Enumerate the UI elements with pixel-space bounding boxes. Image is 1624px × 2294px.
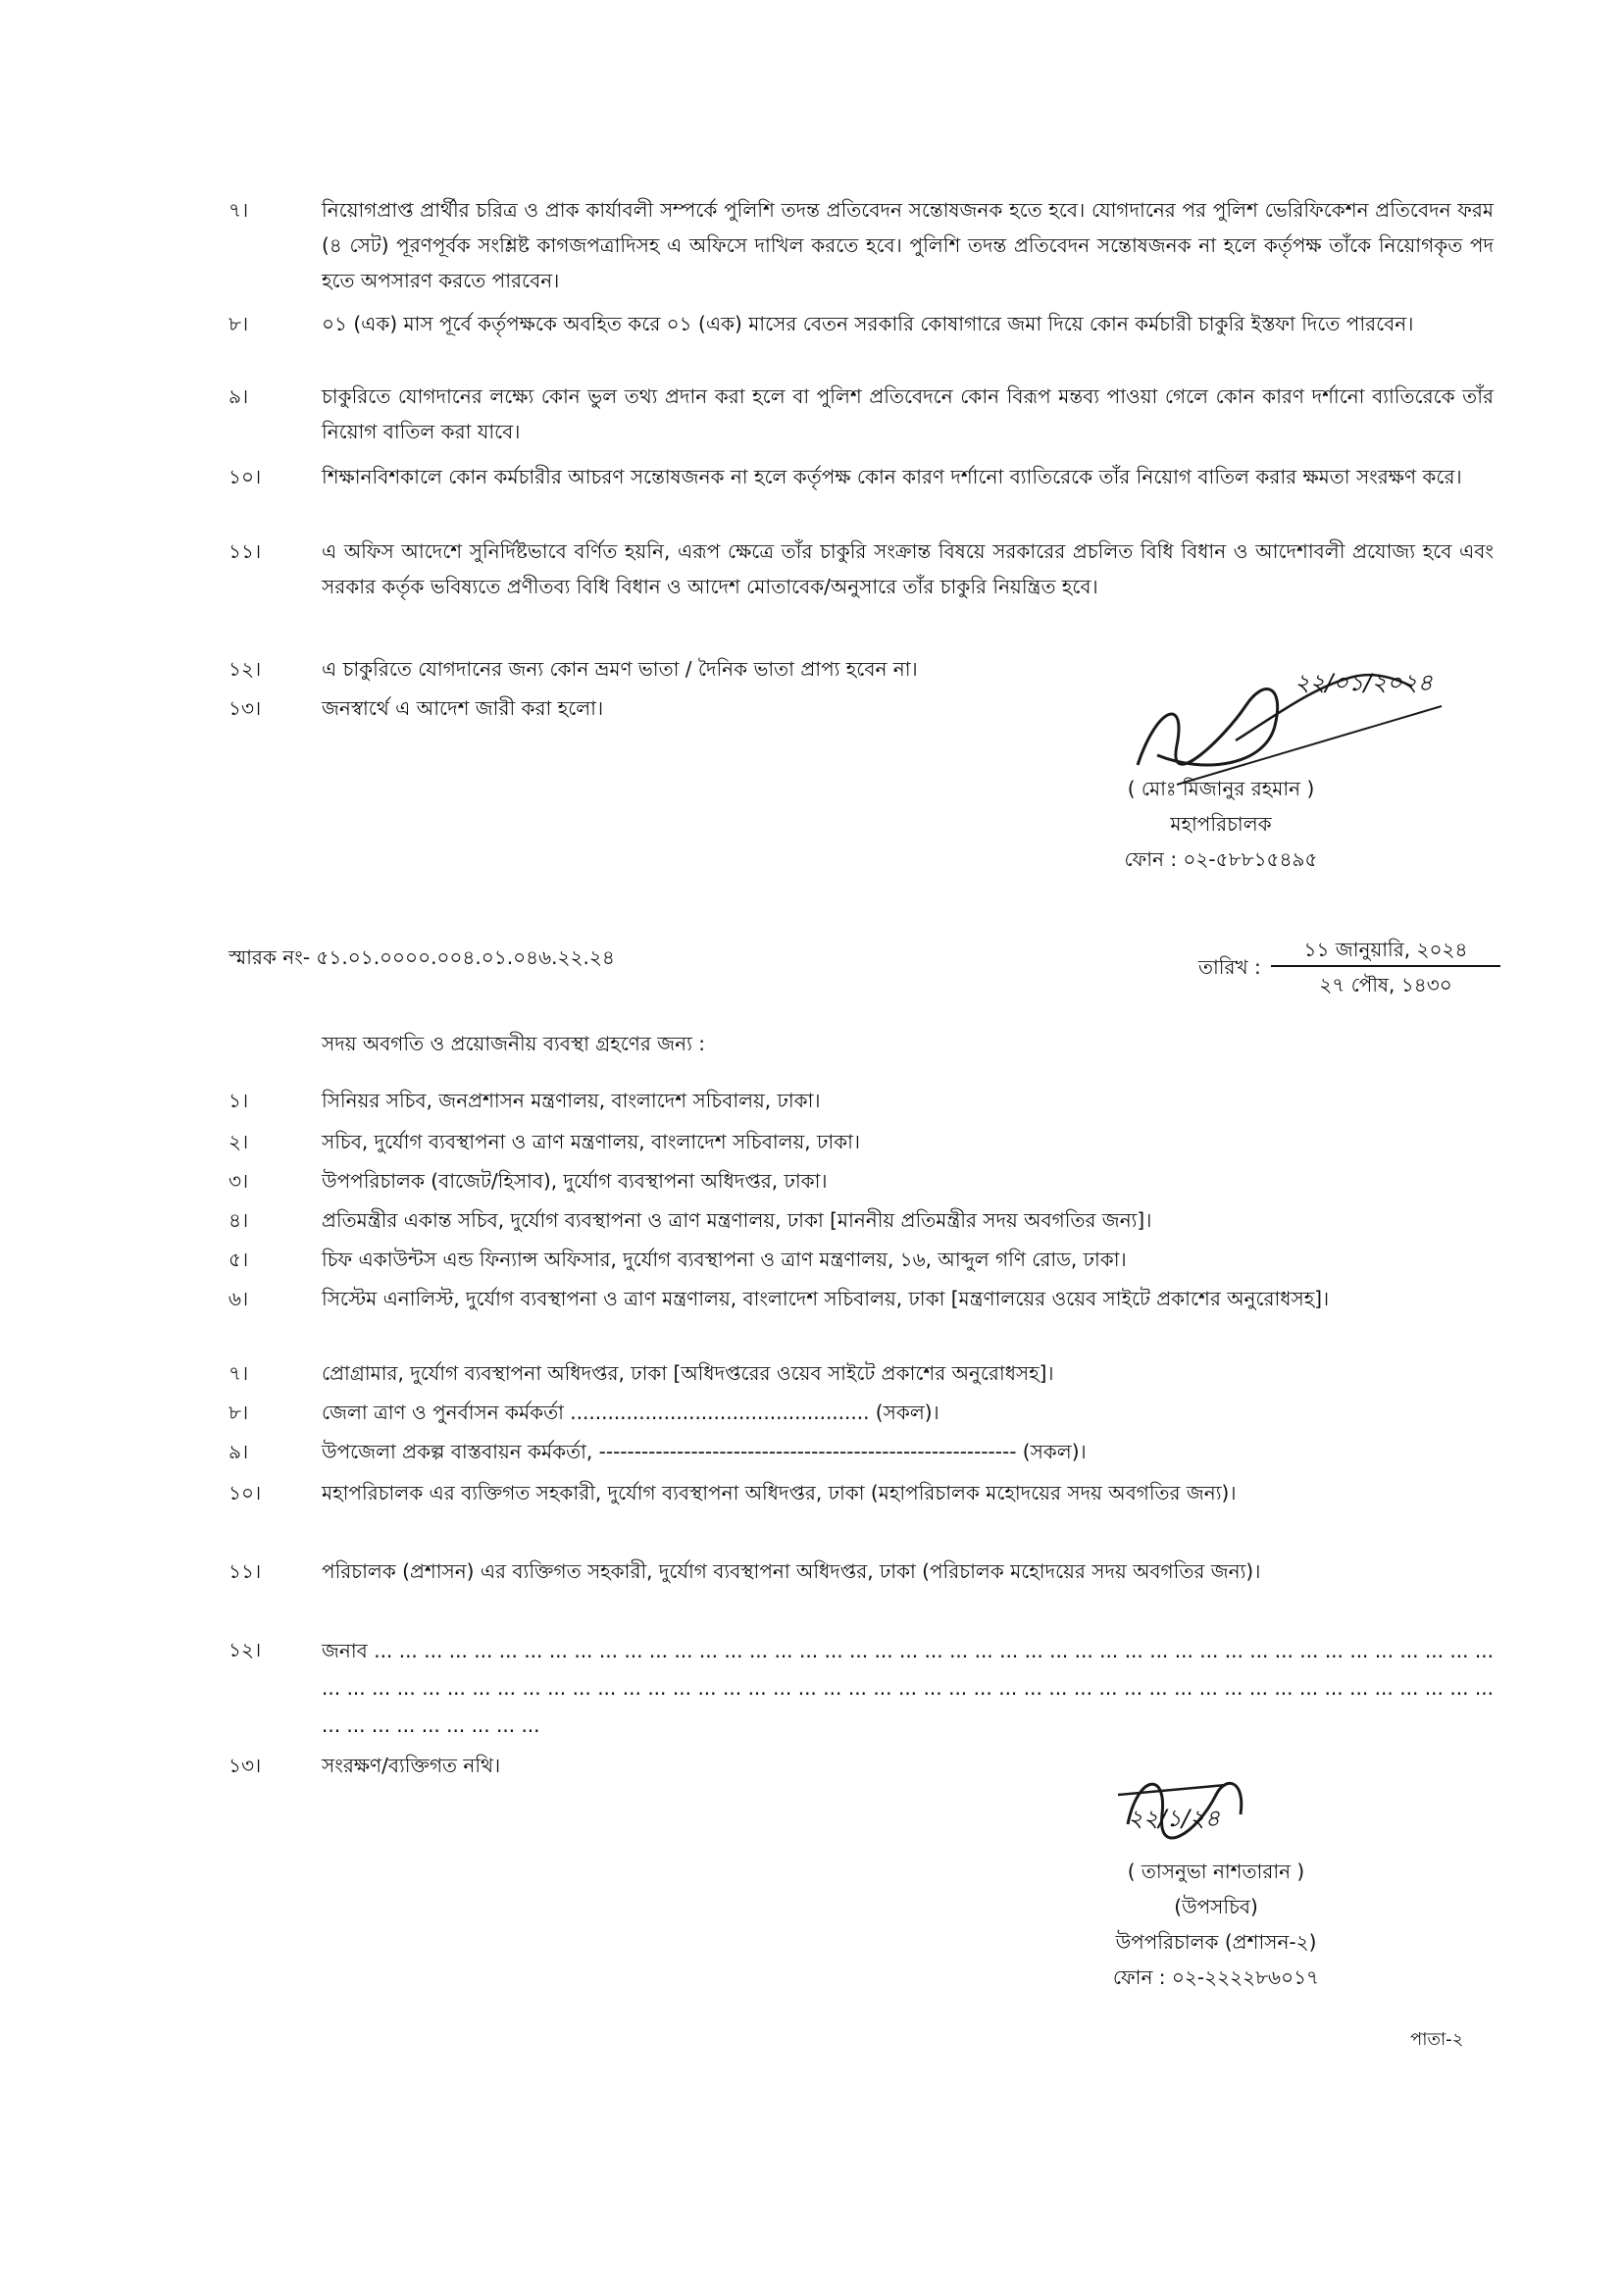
list-item: [228, 1202, 1494, 1238]
list-item: [228, 459, 1494, 494]
item-text: পরিচালক (প্রশাসন) এর ব্যক্তিগত সহকারী, দুর্যোগ ব্যবস্থাপনা অধিদপ্তর, ঢাকা (পরিচালক মহোদয়ের সদয় অবগতির জন্য)।: [322, 1559, 1261, 1583]
item-number: ৮।: [228, 312, 249, 335]
item-text: চিফ একাউন্টস এন্ড ফিন্যান্স অফিসার, দুর্যোগ ব্যবস্থাপনা ও ত্রাণ মন্ত্রণালয়, ১৬, আব্দুল গণি রোড, ঢাকা।: [322, 1248, 1127, 1271]
list-item: [228, 1434, 1494, 1469]
item-number: ৪।: [228, 1208, 249, 1232]
item-text: নিয়োগপ্রাপ্ত প্রার্থীর চরিত্র ও প্রাক কার্যাবলী সম্পর্কে পুলিশি তদন্ত প্রতিবেদন সন্তোষজনক হতে হবে। যোগদানের পর পুলিশ ভেরিফিকেশন প্রতিবেদন ফরম (৪ সেট) পূরণপূর্বক সংশ্লিষ্ট কাগজপত্রাদিসহ এ অফিসে দাখিল করতে হবে। পুলিশি তদন্ত প্রতিবেদন সন্তোষজনক না হলে কর্তৃপক্ষ তাঁকে নিয়োগকৃত পদ হতে অপসারণ করতে পারবেন।: [322, 198, 1494, 292]
list-item: [228, 1281, 1494, 1316]
cc-intro: সদয় অবগতি ও প্রয়োজনীয় ব্যবস্থা গ্রহণের জন্য :: [322, 1032, 705, 1055]
signatory-phone: ফোন : ০২-২২২২৮৬০১৭: [1112, 1965, 1320, 1989]
item-number: ৯।: [228, 1440, 249, 1463]
list-item: [228, 306, 1494, 341]
item-text: ০১ (এক) মাস পূর্বে কর্তৃপক্ষকে অবহিত করে ০১ (এক) মাসের বেতন সরকারি কোষাগারে জমা দিয়ে কোন কর্মচারী চাকুরি ইস্তফা দিতে পারবেন।: [322, 312, 1414, 335]
item-number: ১১।: [228, 1559, 262, 1583]
item-text: প্রোগ্রামার, দুর্যোগ ব্যবস্থাপনা অধিদপ্তর, ঢাকা [অধিদপ্তরের ওয়েব সাইটে প্রকাশের অনুরোধসহ]।: [322, 1361, 1054, 1385]
item-text: সচিব, দুর্যোগ ব্যবস্থাপনা ও ত্রাণ মন্ত্রণালয়, বাংলাদেশ সচিবালয়, ঢাকা।: [322, 1130, 861, 1153]
item-number: ৯।: [228, 384, 249, 408]
date-bengali: ২৭ পৌষ, ১৪৩০: [1319, 973, 1452, 996]
signatory-phone: ফোন : ০২-৫৮৮১৫৪৯৫: [1124, 847, 1318, 871]
item-text: সিস্টেম এনালিস্ট, দুর্যোগ ব্যবস্থাপনা ও ত্রাণ মন্ত্রণালয়, বাংলাদেশ সচিবালয়, ঢাকা [মন্ত্রণালয়ের ওয়েব সাইটে প্রকাশের অনুরোধসহ]।: [322, 1287, 1330, 1310]
memo-reference: স্মারক নং- ৫১.০১.০০০০.০০৪.০১.০৪৬.২২.২৪: [228, 945, 615, 969]
signature-block-2: [1049, 1854, 1383, 1995]
item-text: মহাপরিচালক এর ব্যক্তিগত সহকারী, দুর্যোগ ব্যবস্থাপনা অধিদপ্তর, ঢাকা (মহাপরিচালক মহোদয়ের সদয় অবগতির জন্য)।: [322, 1481, 1237, 1504]
item-text: জনাব ... ... ... ... ... ... ... ... ... ... ... ... ... ... ... ... ... ... ... ... ... ... ... ... ... ... ... ... ... ... ... ... ... ... ... ... ... ... ... ... ... ... ... ... ... ... ... ... ... ... ... ... ... ... ... ... ... ... ... ... ... ... ... ... ... ... ... ... ... ... ... ... ... ... ... ... ... ... ... ... ... ... ... ... ... ... ... ... ... ... ... ... ... ... ... ... ... ... ... ... ...: [322, 1639, 1494, 1737]
item-text: উপপরিচালক (বাজেট/হিসাব), দুর্যোগ ব্যবস্থাপনা অধিদপ্তর, ঢাকা।: [322, 1169, 828, 1193]
item-number: ১২।: [228, 657, 262, 681]
date-gregorian: ১১ জানুয়ারি, ২০২৪: [1271, 934, 1500, 967]
item-number: ১।: [228, 1089, 249, 1112]
item-number: ২।: [228, 1130, 249, 1153]
item-number: ১৩।: [228, 696, 262, 720]
signatory-designation: উপপরিচালক (প্রশাসন-২): [1115, 1930, 1317, 1954]
item-text: জনস্বার্থে এ আদেশ জারী করা হলো।: [322, 696, 604, 720]
item-number: ৬।: [228, 1287, 249, 1310]
list-item: [228, 1554, 1494, 1589]
list-item: [228, 534, 1494, 604]
item-number: ৭।: [228, 198, 249, 222]
list-item: [228, 192, 1494, 298]
handwritten-date: ২২/১/২৪: [1128, 1805, 1221, 1832]
list-item: [228, 1632, 1494, 1744]
signatory-rank: (উপসচিব): [1174, 1895, 1258, 1918]
item-text: জেলা ত্রাণ ও পুনর্বাসন কর্মকর্তা ................................................ (সকল)।: [322, 1401, 939, 1424]
item-text: প্রতিমন্ত্রীর একান্ত সচিব, দুর্যোগ ব্যবস্থাপনা ও ত্রাণ মন্ত্রণালয়, ঢাকা [মাননীয় প্রতিমন্ত্রীর সদয় অবগতির জন্য]।: [322, 1208, 1152, 1232]
signatory-name: ( মোঃ মিজানুর রহমান ): [1127, 777, 1315, 800]
list-item: [228, 1475, 1494, 1510]
signatory-name: ( তাসনুভা নাশতারান ): [1127, 1860, 1305, 1883]
handwritten-date: ২২/০১/২০২৪: [1294, 669, 1433, 696]
item-number: ১০।: [228, 465, 262, 488]
item-text: সিনিয়র সচিব, জনপ্রশাসন মন্ত্রণালয়, বাংলাদেশ সচিবালয়, ঢাকা।: [322, 1089, 821, 1112]
list-item: [228, 1355, 1494, 1391]
list-item: [228, 1083, 1494, 1118]
list-item: [228, 1163, 1494, 1198]
list-item: [228, 1395, 1494, 1430]
item-text: সংরক্ষণ/ব্যক্তিগত নথি।: [322, 1754, 501, 1777]
page-number: পাতা-২: [1410, 2029, 1464, 2050]
item-number: ৫।: [228, 1248, 249, 1271]
item-number: ১৩।: [228, 1754, 262, 1777]
list-item: [228, 1242, 1494, 1277]
date-label: তারিখ :: [1198, 955, 1261, 979]
signature-block-1: [1059, 771, 1383, 877]
item-number: ১০।: [228, 1481, 262, 1504]
item-number: ৩।: [228, 1169, 249, 1193]
item-text: এ অফিস আদেশে সুনির্দিষ্টভাবে বর্ণিত হয়নি, এরূপ ক্ষেত্রে তাঁর চাকুরি সংক্রান্ত বিষয়ে সরকারের প্রচলিত বিধি বিধান ও আদেশাবলী প্রযোজ্য হবে এবং সরকার কর্তৃক ভবিষ্যতে প্রণীতব্য বিধি বিধান ও আদেশ মোতাবেক/অনুসারে তাঁর চাকুরি নিয়ন্ত্রিত হবে।: [322, 539, 1494, 598]
list-item: [228, 379, 1494, 449]
signatory-designation: মহাপরিচালক: [1170, 812, 1272, 836]
item-number: ৮।: [228, 1401, 249, 1424]
list-item: [228, 1124, 1494, 1159]
item-number: ৭।: [228, 1361, 249, 1385]
item-text: এ চাকুরিতে যোগদানের জন্য কোন ভ্রমণ ভাতা / দৈনিক ভাতা প্রাপ্য হবেন না।: [322, 657, 918, 681]
item-number: ১১।: [228, 539, 262, 563]
item-text: শিক্ষানবিশকালে কোন কর্মচারীর আচরণ সন্তোষজনক না হলে কর্তৃপক্ষ কোন কারণ দর্শানো ব্যাতিরেকে তাঁর নিয়োগ বাতিল করার ক্ষমতা সংরক্ষণ করে।: [322, 465, 1462, 488]
item-text: চাকুরিতে যোগদানের লক্ষ্যে কোন ভুল তথ্য প্রদান করা হলে বা পুলিশ প্রতিবেদনে কোন বিরূপ মন্তব্য পাওয়া গেলে কোন কারণ দর্শানো ব্যাতিরেকে তাঁর নিয়োগ বাতিল করা যাবে।: [322, 384, 1494, 443]
item-text: উপজেলা প্রকল্প বাস্তবায়ন কর্মকর্তা, ----------------------------------------------------------- (সকল)।: [322, 1440, 1087, 1463]
item-number: ১২।: [228, 1638, 262, 1661]
